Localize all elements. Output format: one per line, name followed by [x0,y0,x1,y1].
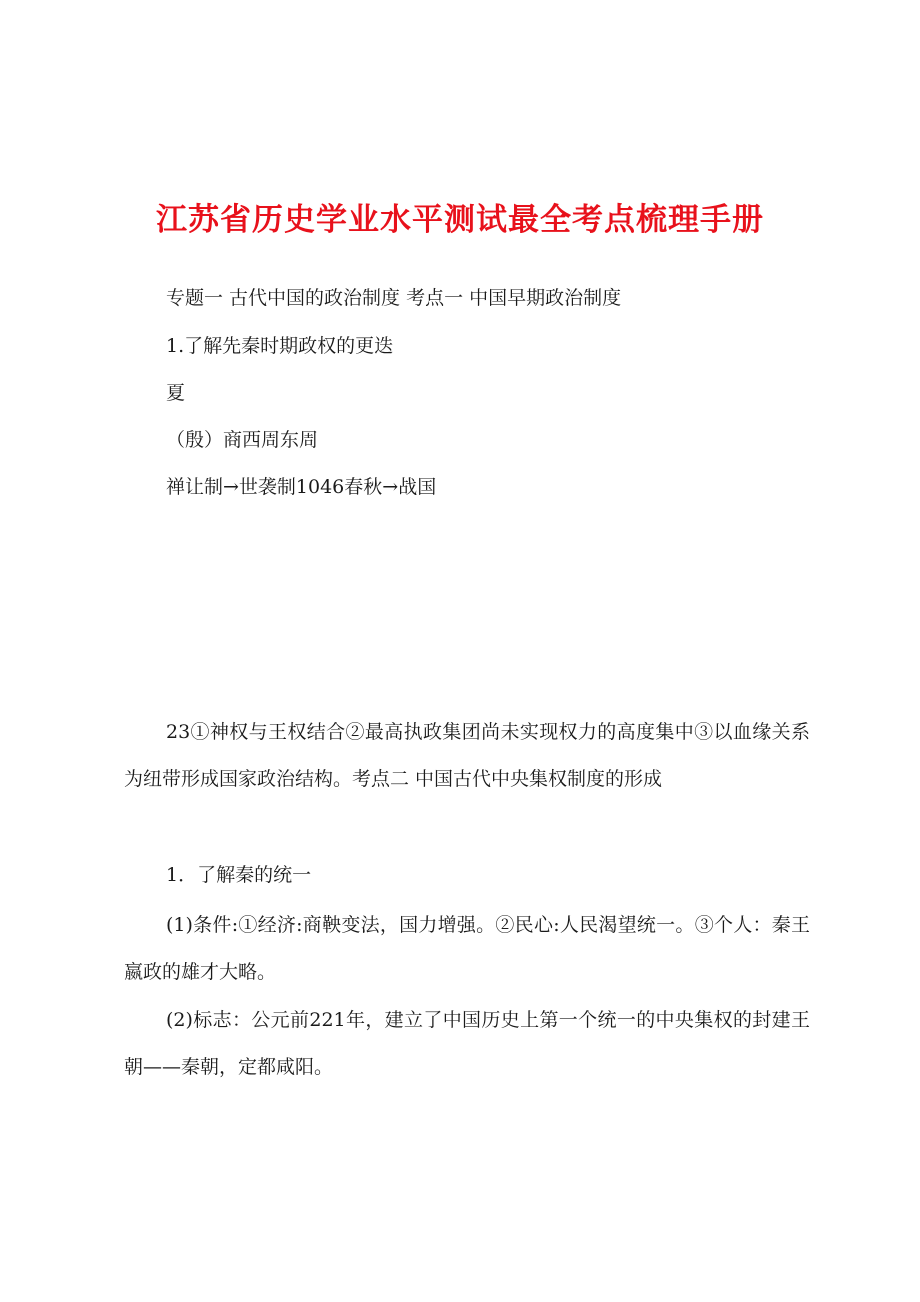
document-title: 江苏省历史学业水平测试最全考点梳理手册 [156,202,764,238]
topic-heading: 专题一 古代中国的政治制度 考点一 中国早期政治制度 [166,287,622,309]
paragraph-marker: (2)标志：公元前221年，建立了中国历史上第一个统一的中央集权的封建王朝——秦朝，定都咸阳。 [124,1009,810,1078]
dynasty-xia: 夏 [166,382,186,404]
dynasty-shang-zhou: （殷）商西周东周 [166,429,319,451]
subheading-qin-unification: 1．了解秦的统一 [166,864,312,886]
succession-system: 禅让制→世袭制1046春秋→战国 [166,476,437,498]
paragraph-features: 23①神权与王权结合②最高执政集团尚未实现权力的高度集中③以血缘关系为纽带形成国家政治结构。考点二 中国古代中央集权制度的形成 [124,721,810,790]
subheading-pre-qin: 1.了解先秦时期政权的更迭 [166,335,394,357]
paragraph-conditions: (1)条件:①经济:商鞅变法，国力增强。②民心:人民渴望统一。③个人：秦王嬴政的雄才大略。 [124,914,810,983]
